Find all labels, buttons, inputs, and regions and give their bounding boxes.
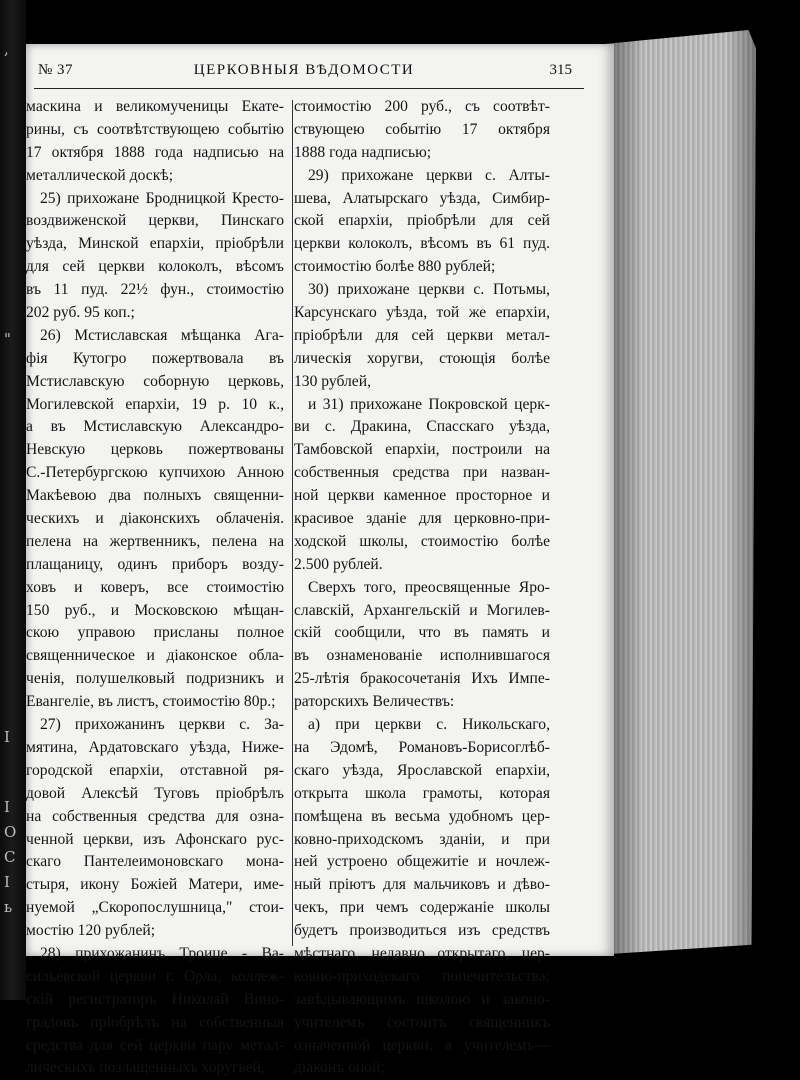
text-line: а въ Мстиславскую Александро- — [26, 418, 284, 436]
text-line: діаконъ оной; — [294, 1059, 385, 1077]
text-line: пелена на жертвенникъ, пелена на — [26, 532, 284, 550]
text-line: ной церкви каменное просторное и — [294, 487, 550, 505]
text-line: Невскую церковь пожертвованы — [26, 441, 284, 459]
text-line: ствующею событію 17 октября — [294, 120, 550, 138]
text-line: мѣстнаго, недавно открытаго, цер- — [294, 944, 550, 962]
gutter-letter: I — [4, 873, 10, 891]
text-line: мостію 120 рублей; — [26, 922, 156, 940]
text-line: на Эдомѣ, Романовъ-Борисоглѣб- — [294, 738, 550, 756]
text-line: Макѣевою два полныхъ священни- — [26, 487, 284, 505]
text-line: чекъ, при чемъ содержаніе школы — [294, 899, 550, 917]
text-line: фія Кутогро пожертвовала въ — [26, 349, 284, 367]
text-line: 202 руб. 95 коп.; — [26, 304, 135, 322]
running-header — [38, 62, 570, 84]
text-line: на собственныя средства для озна- — [26, 807, 284, 825]
text-line: въ 11 пуд. 22½ фун., стоимостію — [26, 281, 284, 299]
text-line: пріобрѣли для сей церкви метал- — [294, 326, 550, 344]
text-line: 150 руб., и Московскою мѣщан- — [26, 601, 284, 619]
text-line: довой Алексѣй Туговъ пріобрѣлъ — [26, 784, 284, 802]
text-line: священническое и діаконское обла- — [26, 647, 284, 665]
text-line: собственныя средства при назван- — [294, 464, 550, 482]
text-line: шева, Алатырскаго уѣзда, Симбир- — [294, 189, 550, 207]
text-line: означенной церкви, а учителемъ— — [294, 1036, 550, 1054]
binding-gutter — [0, 0, 26, 1000]
left-column — [26, 96, 284, 1080]
text-line: Евангеліе, въ листъ, стоимостію 80р.; — [26, 693, 276, 711]
text-line: 17 октября 1888 года надписью на — [26, 143, 284, 161]
gutter-letter: О — [4, 823, 17, 841]
text-line: средства для сей церкви пару метал- — [26, 1036, 284, 1054]
text-line: 29) прихожане церкви с. Алты- — [308, 166, 550, 184]
text-line: нуемой „Скоропослушница," стои- — [26, 899, 284, 917]
text-line: ческихъ и діаконскихъ облаченія. — [26, 510, 284, 528]
text-line: Тамбовской епархіи, построили на — [294, 441, 550, 459]
text-line: стыря, икону Божіей Матери, име- — [26, 876, 284, 894]
text-line: 130 рублей, — [294, 372, 371, 390]
text-line: ви с. Дракина, Спасскаго уѣзда, — [294, 418, 550, 436]
gutter-letter: I — [4, 798, 10, 816]
text-line: рины, съ соотвѣтствующею событію — [26, 120, 284, 138]
text-line: Сверхъ того, преосвященные Яро- — [308, 578, 550, 596]
gutter-letter: " — [4, 330, 11, 348]
issue-number: № 37 — [38, 62, 74, 78]
text-line: 30) прихожане церкви с. Потьмы, — [308, 281, 550, 299]
text-line: скаго уѣзда, Ярославской епархіи, — [294, 761, 550, 779]
text-line: 25-лѣтія бракосочетанія Ихъ Импе- — [294, 670, 550, 688]
text-line: ковно-приходскаго попечительства; — [294, 967, 550, 985]
text-line: красивое зданіе для церковно-при- — [294, 510, 550, 528]
journal-title: ЦЕРКОВНЫЯ ВѢДОМОСТИ — [193, 62, 415, 78]
text-line: градовъ пріобрѣлъ на собственныя — [26, 1013, 284, 1031]
text-line: 28) прихожанинъ Троице - Ва- — [40, 944, 284, 962]
text-line: лическихъ позлащенныхъ хоругвей, — [26, 1059, 265, 1077]
text-line: лическія хоругви, стоющія болѣе — [294, 349, 550, 367]
gutter-letter: , — [4, 40, 9, 58]
text-line: 1888 года надписью; — [294, 143, 432, 161]
book-page — [26, 44, 614, 1077]
text-line: уѣзда, Минской епархіи, пріобрѣли — [26, 235, 284, 253]
text-line: мятина, Ардатовскаго уѣзда, Ниже- — [26, 738, 284, 756]
text-line: 26) Мстиславская мѣщанка Ага- — [40, 326, 284, 344]
gutter-letter: C — [4, 848, 16, 866]
text-line: металлической доскѣ; — [26, 166, 174, 184]
text-line: С.-Петербургскою купчихою Анною — [26, 464, 284, 482]
text-line: 27) прихожанинъ церкви с. За- — [40, 716, 284, 734]
text-line: помѣщена въ весьма удобномъ цер- — [294, 807, 550, 825]
text-line: ховъ и коверъ, все стоимостію — [26, 578, 284, 596]
text-line: ковно-приходскомъ зданіи, и при — [294, 830, 550, 848]
gutter-letter: ь — [4, 898, 13, 916]
text-line: ченія, полушелковый подризникъ и — [26, 670, 284, 688]
text-line: плащаницу, одинъ приборъ возду- — [26, 555, 284, 573]
text-line: скій регистраторъ Николай Вино- — [26, 990, 284, 1008]
column-divider — [292, 100, 293, 946]
text-line: въ ознаменованіе исполнившагося — [294, 647, 550, 665]
text-line: 2.500 рублей. — [294, 555, 383, 573]
text-line: открыта школа грамоты, которая — [294, 784, 550, 802]
header-rule — [34, 88, 584, 89]
text-line: ченной церкви, изъ Афонскаго рус- — [26, 830, 284, 848]
text-line: мaскина и великомученицы Екате- — [26, 98, 284, 115]
right-column — [294, 96, 550, 1080]
text-line: завѣдывающимъ школою и законо- — [294, 990, 550, 1008]
text-line: ней устроено общежитіе и ночлеж- — [294, 853, 550, 871]
text-line: славскій, Архангельскій и Могилев- — [294, 601, 550, 619]
text-line: городской епархіи, отставной ря- — [26, 761, 284, 779]
text-line: Карсунскаго уѣзда, той же епархіи, — [294, 304, 550, 322]
text-line: и 31) прихожане Покровской церк- — [308, 395, 550, 413]
text-line: для сей церкви колоколъ, вѣсомъ — [26, 258, 284, 276]
page-number: 315 — [549, 62, 572, 78]
gutter-letter: I — [4, 728, 10, 746]
text-line: сильевской церкви г. Орла, коллеж- — [26, 967, 284, 985]
text-line: скаго Пантелеимоновскаго мона- — [26, 853, 284, 871]
text-line: ской епархіи, пріобрѣли для сей — [294, 212, 550, 230]
text-line: Мстиславскую соборную церковь, — [26, 372, 284, 390]
text-line: учителемъ состоитъ священникъ — [294, 1013, 550, 1031]
text-line: церкви колоколъ, вѣсомъ въ 61 пуд. — [294, 235, 550, 253]
text-line: ный пріютъ для мальчиковъ и дѣво- — [294, 876, 550, 894]
text-line: ходской школы, стоимостію болѣе — [294, 532, 550, 550]
text-line: скою управою присланы полное — [26, 624, 284, 642]
page-edges-shadow — [606, 30, 756, 954]
text-line: стоимостію 200 руб., съ соотвѣт- — [294, 98, 550, 115]
text-line: Могилевской епархіи, 19 р. 10 к., — [26, 395, 284, 413]
text-line: будетъ производиться изъ средствъ — [294, 922, 550, 940]
text-line: раторскихъ Величествъ: — [294, 693, 455, 711]
text-line: 25) прихожане Бродницкой Кресто- — [40, 189, 284, 207]
text-line: а) при церкви с. Никольскаго, — [308, 716, 550, 734]
text-line: скій сообщили, что въ память и — [294, 624, 550, 642]
text-line: стоимостію болѣе 880 рублей; — [294, 258, 496, 276]
text-line: воздвиженской церкви, Пинскаго — [26, 212, 284, 230]
